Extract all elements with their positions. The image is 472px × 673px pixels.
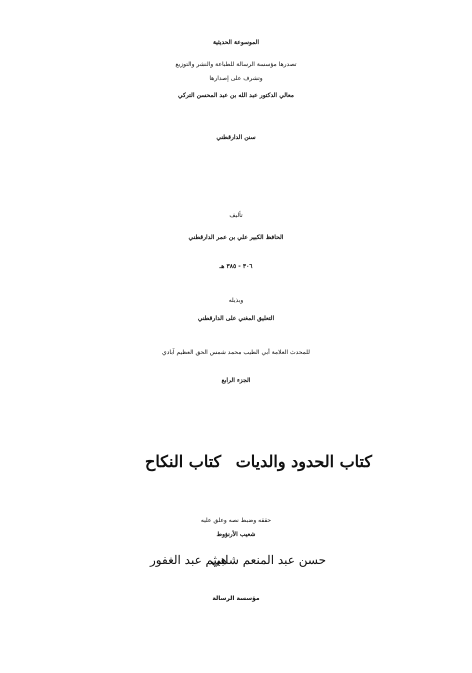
publisher-note: تصدرها مؤسسة الرسالة للطباعة والنشر والتوزيع: [175, 61, 297, 68]
appendix-label: وبذيله: [228, 297, 244, 304]
main-editor: شعيب الأرنؤوط: [216, 531, 256, 538]
book-title: سنن الدارقطني: [216, 134, 256, 141]
co-editors-row: [0, 553, 472, 571]
commentary-author: للمحدث العلامة أبي الطيب محمد شمس الحق العظيم آبادي: [162, 349, 310, 356]
supervision-label: وتشرف على إصدارها: [209, 75, 263, 82]
commentary-title: التعليق المغني على الدارقطني: [197, 315, 275, 322]
book-section-left: كتاب النكاح: [145, 452, 222, 471]
book-section-right: كتاب الحدود والديات: [235, 452, 372, 471]
author-name: الحافظ الكبير علي بن عمر الدارقطني: [188, 234, 284, 241]
author-label: تأليف: [229, 212, 243, 219]
series-title: الموسوعة الحديثية: [212, 39, 260, 46]
supervisor-name: معالي الدكتور عبد الله بن عبد المحسن التركي: [178, 92, 294, 99]
contents-row: [0, 452, 472, 480]
co-editor-right: حسن عبد المنعم شلبي: [211, 553, 326, 567]
publisher-logo: مؤسسة الرسالة: [212, 595, 260, 602]
volume-label: الجزء الرابع: [221, 377, 251, 384]
co-editor-left: هيثم عبد الغفور: [150, 553, 228, 567]
editors-label: حققه وضبط نصه وعلق عليه: [200, 517, 272, 524]
author-dates: ٣٠٦ - ٣٨٥ هـ: [219, 263, 253, 270]
